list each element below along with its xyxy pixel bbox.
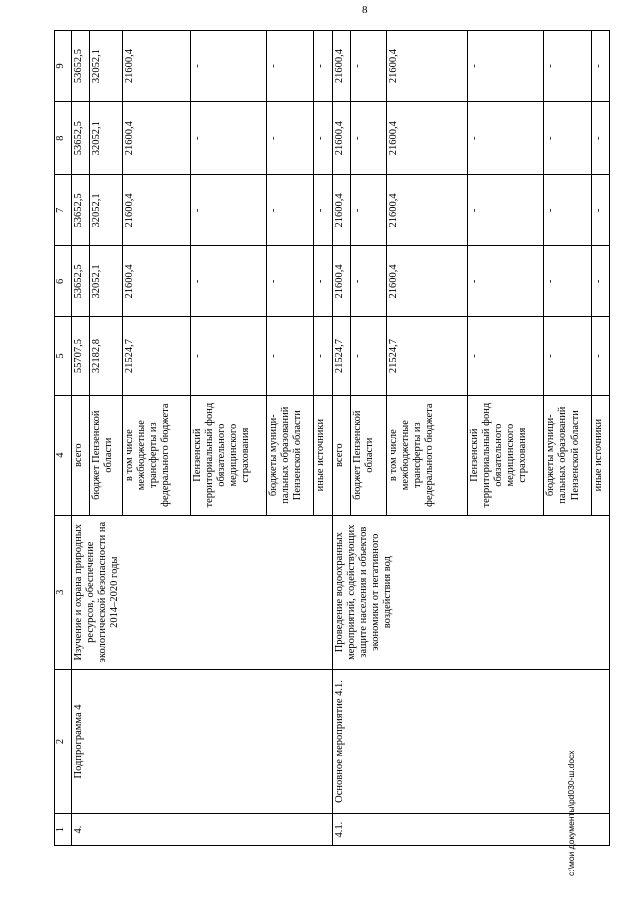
- value-cell: 53652,5: [71, 175, 89, 246]
- file-path-footer: c:\мои документы\pd030-ш.docx: [566, 750, 576, 876]
- row-number-cell: 4.1.: [332, 814, 609, 846]
- value-cell: 55707,5: [71, 317, 89, 395]
- header-cell: 6: [55, 246, 72, 317]
- value-cell: -: [544, 175, 591, 246]
- table-row: [332, 31, 350, 846]
- value-cell: -: [467, 102, 543, 175]
- value-cell: -: [544, 246, 591, 317]
- value-cell: 53652,5: [71, 102, 89, 175]
- value-cell: 21600,4: [332, 175, 350, 246]
- value-cell: 21600,4: [122, 31, 190, 102]
- value-cell: -: [467, 175, 543, 246]
- funding-source-cell: бюджет Пензенской области: [350, 395, 386, 515]
- value-cell: -: [591, 102, 609, 175]
- value-cell: -: [314, 102, 332, 175]
- value-cell: 21600,4: [122, 246, 190, 317]
- value-cell: 21600,4: [332, 246, 350, 317]
- funding-source-cell: бюджет Пензенской области: [90, 395, 123, 515]
- value-cell: 53652,5: [71, 31, 89, 102]
- value-cell: -: [591, 31, 609, 102]
- header-cell: 3: [55, 515, 72, 669]
- value-cell: -: [190, 317, 266, 395]
- value-cell: -: [467, 317, 543, 395]
- value-cell: 21600,4: [386, 31, 467, 102]
- value-cell: 32052,1: [90, 31, 123, 102]
- funding-source-cell: бюджеты муници-пальных образований Пензенской области: [267, 395, 314, 515]
- header-cell: 4: [55, 395, 72, 515]
- header-cell: 9: [55, 31, 72, 102]
- program-name-cell: Основное мероприятие 4.1.: [332, 669, 609, 813]
- program-title-cell: Изучение и охрана природных ресурсов, обеспечение экологической безопасности на 2014–2020 годы: [71, 515, 332, 669]
- funding-source-cell: Пензенский территориальный фонд обязательного медицинского страхования: [190, 395, 266, 515]
- value-cell: -: [350, 31, 386, 102]
- funding-source-cell: иные источники: [314, 395, 332, 515]
- header-row: [55, 31, 72, 846]
- table-row: [71, 31, 89, 846]
- value-cell: 21600,4: [122, 175, 190, 246]
- value-cell: -: [467, 31, 543, 102]
- value-cell: 21524,7: [122, 317, 190, 395]
- value-cell: -: [267, 102, 314, 175]
- value-cell: -: [467, 246, 543, 317]
- value-cell: -: [267, 317, 314, 395]
- value-cell: -: [591, 317, 609, 395]
- value-cell: -: [267, 246, 314, 317]
- funding-source-cell: бюджеты муници-пальных образований Пензенской области: [544, 395, 591, 515]
- value-cell: 21600,4: [386, 102, 467, 175]
- value-cell: -: [190, 246, 266, 317]
- value-cell: 21600,4: [386, 175, 467, 246]
- value-cell: 32182,8: [90, 317, 123, 395]
- value-cell: -: [267, 175, 314, 246]
- value-cell: -: [544, 102, 591, 175]
- value-cell: 21600,4: [386, 246, 467, 317]
- funding-source-cell: всего: [71, 395, 89, 515]
- budget-table: [54, 30, 610, 846]
- header-cell: 8: [55, 102, 72, 175]
- value-cell: 21600,4: [332, 102, 350, 175]
- value-cell: 21600,4: [332, 31, 350, 102]
- value-cell: -: [190, 175, 266, 246]
- funding-source-cell: в том числе межбюджетные трансферты из федерального бюджета: [386, 395, 467, 515]
- value-cell: 53652,5: [71, 246, 89, 317]
- value-cell: -: [350, 317, 386, 395]
- row-number-cell: 4.: [71, 814, 332, 846]
- value-cell: 21524,7: [386, 317, 467, 395]
- value-cell: -: [591, 246, 609, 317]
- header-cell: 7: [55, 175, 72, 246]
- value-cell: 32052,1: [90, 175, 123, 246]
- value-cell: -: [190, 31, 266, 102]
- page-number: 8: [362, 4, 368, 16]
- funding-source-cell: Пензенский территориальный фонд обязательного медицинского страхования: [467, 395, 543, 515]
- value-cell: -: [350, 246, 386, 317]
- header-cell: 5: [55, 317, 72, 395]
- header-cell: 2: [55, 669, 72, 813]
- value-cell: -: [544, 31, 591, 102]
- value-cell: -: [350, 102, 386, 175]
- value-cell: 21524,7: [332, 317, 350, 395]
- value-cell: -: [350, 175, 386, 246]
- value-cell: -: [314, 175, 332, 246]
- value-cell: -: [267, 31, 314, 102]
- program-title-cell: Проведение водоохранных мероприятий, содействующих защите населения и объектов экономики от негативного воздействия вод: [332, 515, 609, 669]
- value-cell: -: [314, 317, 332, 395]
- value-cell: 32052,1: [90, 102, 123, 175]
- value-cell: 21600,4: [122, 102, 190, 175]
- program-name-cell: Подпрограмма 4: [71, 669, 332, 813]
- header-cell: 1: [55, 814, 72, 846]
- funding-source-cell: в том числе межбюджетные трансферты из федерального бюджета: [122, 395, 190, 515]
- funding-source-cell: всего: [332, 395, 350, 515]
- funding-source-cell: иные источники: [591, 395, 609, 515]
- value-cell: -: [314, 31, 332, 102]
- value-cell: -: [544, 317, 591, 395]
- value-cell: -: [591, 175, 609, 246]
- value-cell: -: [314, 246, 332, 317]
- rotated-table-block: [54, 30, 610, 846]
- value-cell: 32052,1: [90, 246, 123, 317]
- value-cell: -: [190, 102, 266, 175]
